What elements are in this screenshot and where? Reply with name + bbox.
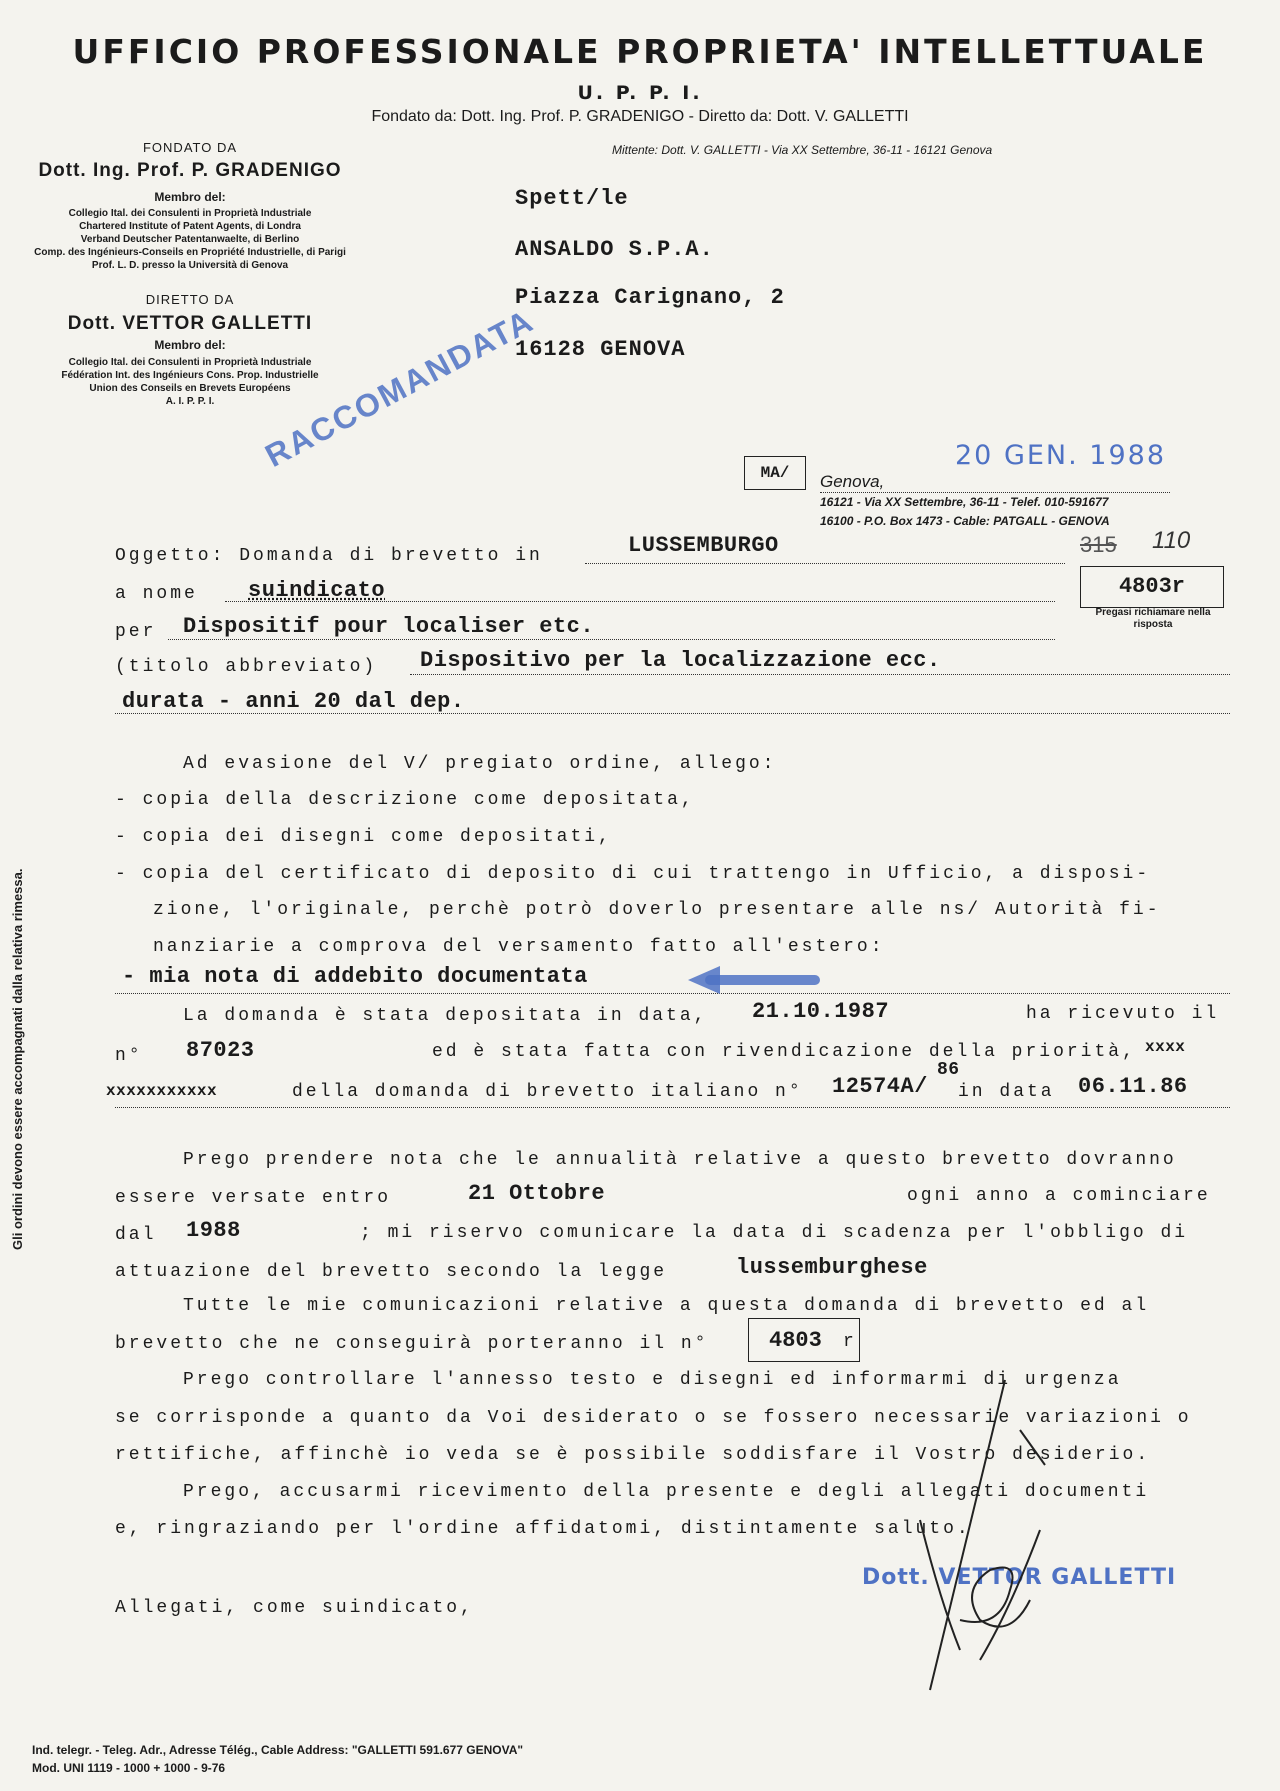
director-orgs <box>20 356 360 408</box>
date-stamp: 20 GEN. 1988 <box>955 440 1166 471</box>
title-it: Dispositivo per la localizzazione ecc. <box>420 648 941 673</box>
number-box: 4803 <box>748 1318 860 1362</box>
org-line: Comp. des Ingénieurs-Conseils en Propriété Industrielle, di Parigi <box>34 247 346 258</box>
start-year: 1988 <box>186 1218 241 1243</box>
member-label: Membro del: <box>154 338 226 352</box>
annotation-struck: 315 <box>1080 532 1117 557</box>
org-line: Union des Conseils en Brevets Européens <box>89 383 291 394</box>
per-label: per <box>115 622 157 642</box>
body-intro: Ad evasione del V/ pregiato ordine, allego: <box>183 754 777 774</box>
org-line: Verband Deutscher Patentanwaelte, di Berlino <box>80 234 300 245</box>
body-text: attuazione del brevetto secondo la legge <box>115 1262 668 1282</box>
founder-orgs <box>20 207 360 272</box>
org-line: Chartered Institute of Patent Agents, di Londra <box>79 221 301 232</box>
enclosures-line: Allegati, come suindicato, <box>115 1598 474 1618</box>
enclosure-item: - copia della descrizione come depositata, <box>115 790 695 810</box>
reference-note: Pregasi richiamare nella risposta <box>1095 607 1211 630</box>
body-text: Prego prendere nota che le annualità relative a questo brevetto dovranno <box>183 1150 1177 1170</box>
annuity-deadline: 21 Ottobre <box>468 1181 606 1206</box>
body-text: ; mi riservo comunicare la data di scadenza per l'obbligo di <box>360 1223 1189 1243</box>
in-data-text: in data <box>958 1082 1055 1102</box>
deposit-date: 21.10.1987 <box>752 999 890 1024</box>
enclosure-item: - copia dei disegni come depositati, <box>115 827 612 847</box>
italian-app-text: della domanda di brevetto italiano n° <box>292 1082 803 1102</box>
member-label: Membro del: <box>154 190 226 204</box>
struck-text: xxxxxxxxxxx <box>106 1082 218 1100</box>
org-line: Collegio Ital. dei Consulenti in Proprietà Industriale <box>68 208 312 219</box>
founded-label: FONDATO DA <box>142 140 238 155</box>
dotted-rule <box>115 1106 1230 1108</box>
address-line: 16100 - P.O. Box 1473 - Cable: PATGALL - GENOVA <box>820 514 1110 528</box>
body-text: rettifiche, affinchè io veda se è possibile soddisfare il Vostro desiderio. <box>115 1445 1151 1465</box>
country-value: LUSSEMBURGO <box>628 533 779 558</box>
org-line: Collegio Ital. dei Consulenti in Proprietà Industriale <box>68 357 312 368</box>
org-line: A. I. P. P. I. <box>165 396 215 407</box>
addressee-line: ANSALDO S.P.A. <box>515 237 714 262</box>
raccomandata-stamp: RACCOMANDATA <box>259 302 540 474</box>
body-text: ogni anno a cominciare <box>907 1186 1211 1206</box>
application-number: 87023 <box>186 1038 255 1063</box>
signature-stamp: Dott. VETTOR GALLETTI <box>862 1565 1177 1590</box>
title-fr: Dispositif pour localiser etc. <box>183 614 595 639</box>
deposit-line: La domanda è stata depositata in data, <box>183 1006 708 1026</box>
handwritten-signature-icon <box>900 1370 1100 1700</box>
italian-app-number: 12574A/ <box>832 1074 928 1099</box>
n-label: n° <box>115 1046 143 1066</box>
body-text: dal <box>115 1225 157 1245</box>
addressee-line: Piazza Carignano, 2 <box>515 285 785 310</box>
address-line: 16121 - Via XX Settembre, 36-11 - Telef. 010-591677 <box>820 495 1109 509</box>
body-text: essere versate entro <box>115 1188 392 1208</box>
dotted-rule <box>410 673 1230 675</box>
city-line: Genova, <box>820 472 1170 493</box>
founder-name: Dott. Ing. Prof. P. GRADENIGO <box>38 160 342 181</box>
annotation-110: 110 <box>1152 527 1191 554</box>
body-text: brevetto che ne conseguirà porteranno il n° <box>115 1334 709 1354</box>
director-name: Dott. VETTOR GALLETTI <box>67 313 313 334</box>
reference-box: 4803r <box>1080 566 1224 608</box>
sender-line: Mittente: Dott. V. GALLETTI - Via XX Settembre, 36-11 - 16121 Genova <box>612 143 993 157</box>
blue-arrow-icon <box>680 960 820 1000</box>
vertical-note: Gli ordini devono essere accompagnati dalla relativa rimessa. <box>10 868 25 1250</box>
enclosure-item-cont: nanziarie a comprova del versamento fatto all'estero: <box>153 937 885 957</box>
dotted-rule <box>585 562 1065 564</box>
org-line: Prof. L. D. presso la Università di Genova <box>91 260 289 271</box>
footer-line: Mod. UNI 1119 - 1000 + 1000 - 9-76 <box>32 1761 226 1775</box>
enclosure-item: - copia del certificato di deposito di cui trattengo in Ufficio, a disposi- <box>115 864 1151 884</box>
body-text: se corrisponde a quanto da Voi desiderato o se fossero necessarie variazioni o <box>115 1408 1192 1428</box>
body-text: Prego, accusarmi ricevimento della presente e degli allegati documenti <box>183 1482 1150 1502</box>
body-text: Tutte le mie comunicazioni relative a questa domanda di brevetto ed al <box>183 1296 1150 1316</box>
titolo-label: (titolo abbreviato) <box>115 657 378 677</box>
ref-box: MA/ <box>744 456 806 490</box>
addressee-line: 16128 GENOVA <box>515 337 686 362</box>
directed-label: DIRETTO DA <box>145 292 235 307</box>
number-box-suffix: r <box>843 1332 854 1352</box>
italian-app-date: 06.11.86 <box>1078 1074 1188 1099</box>
dotted-rule <box>115 992 1230 994</box>
addressee-line: Spett/le <box>515 186 629 211</box>
deposit-line-end: ha ricevuto il <box>1026 1004 1220 1024</box>
office-acronym: U. P. P. I. <box>577 82 703 104</box>
org-line: Fédération Int. des Ingénieurs Cons. Prop. Industrielle <box>61 370 319 381</box>
founded-line: Fondato da: Dott. Ing. Prof. P. GRADENIGO - Diretto da: Dott. V. GALLETTI <box>371 108 909 125</box>
priority-text: ed è stata fatta con rivendicazione della priorità, <box>432 1042 1136 1062</box>
oggetto-label: Oggetto: Domanda di brevetto in <box>115 546 543 566</box>
office-title: UFFICIO PROFESSIONALE PROPRIETA' INTELLETTUALE <box>72 32 1208 71</box>
a-nome-value: suindicato <box>248 578 386 603</box>
body-text: e, ringraziando per l'ordine affidatomi, distintamente saluto. <box>115 1519 971 1539</box>
dotted-rule <box>115 712 1230 714</box>
law-value: lussemburghese <box>736 1255 928 1280</box>
italian-app-sup: 86 <box>937 1060 960 1080</box>
body-text: Prego controllare l'annesso testo e disegni ed informarmi di urgenza <box>183 1370 1122 1390</box>
a-nome-label: a nome <box>115 584 198 604</box>
durata: durata - anni 20 dal dep. <box>122 689 465 714</box>
enclosure-item: - mia nota di addebito documentata <box>122 964 588 989</box>
footer-line: Ind. telegr. - Teleg. Adr., Adresse Télég., Cable Address: "GALLETTI 591.677 GENOVA" <box>32 1743 524 1757</box>
enclosure-item-cont: zione, l'originale, perchè potrò doverlo presentare alle ns/ Autorità fi- <box>153 900 1161 920</box>
struck-text: xxxx <box>1145 1038 1186 1056</box>
